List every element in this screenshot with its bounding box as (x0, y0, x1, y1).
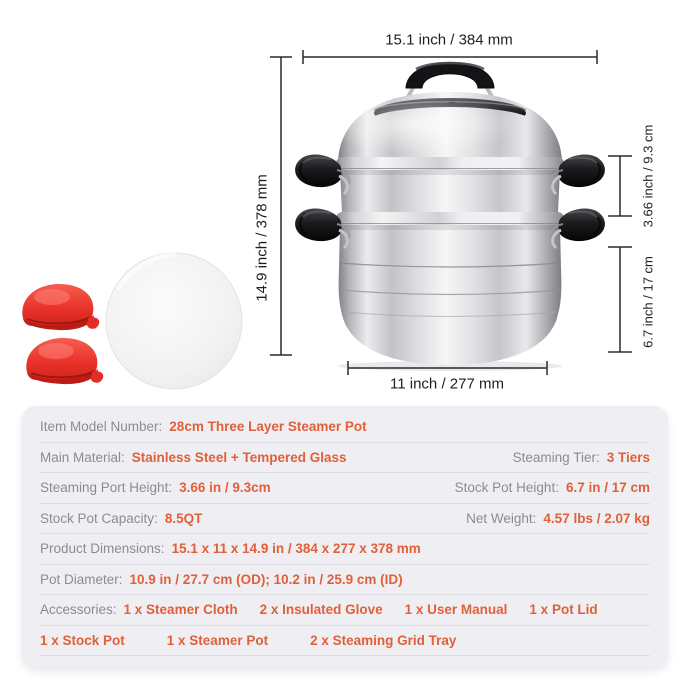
accessory-list (124, 602, 598, 617)
spec-cell (40, 511, 202, 526)
spec-row-capacity-weight (40, 504, 650, 535)
accessory-item: 1 x Steamer Cloth (123, 602, 238, 618)
steamer-pot (295, 63, 605, 372)
spec-label: Product Dimensions: (40, 541, 165, 557)
spec-row-diameter (40, 565, 650, 596)
spec-row-material-tier (40, 443, 650, 474)
spec-label: Stock Pot Capacity: (40, 510, 158, 526)
spec-cell (40, 450, 347, 465)
spec-label: Item Model Number: (40, 419, 163, 435)
dim-overall-height-line (270, 57, 292, 355)
spec-row-dimensions (40, 534, 650, 565)
accessory-item: 1 x Steamer Pot (166, 632, 269, 648)
dim-steaming-tier-line (608, 156, 632, 216)
spec-value: 15.1 x 11 x 14.9 in / 384 x 277 x 378 mm (171, 541, 421, 557)
accessory-item: 2 x Insulated Glove (259, 602, 383, 618)
dim-steaming-tier-label: 3.66 inch / 9.3 cm (640, 124, 656, 228)
accessory-item: 1 x Stock Pot (40, 632, 125, 648)
spec-label: Stock Pot Height: (454, 480, 559, 496)
tier1-body (340, 170, 560, 213)
spec-value: 28cm Three Layer Steamer Pot (169, 419, 367, 435)
spec-value: 3 Tiers (606, 449, 650, 465)
dim-overall-height-label: 14.9 inch / 378 mm (253, 174, 271, 302)
glass-lid (320, 92, 562, 164)
spec-cell (40, 602, 598, 617)
steamer-cloth (106, 253, 242, 389)
spec-label: Steaming Tier: (512, 449, 600, 465)
spec-row-model-number (40, 412, 650, 443)
dim-base-diameter-label: 11 inch / 277 mm (390, 375, 504, 393)
spec-cell (40, 419, 367, 434)
spec-cell (40, 541, 421, 556)
spec-value: 4.57 lbs / 2.07 kg (543, 510, 650, 526)
spec-row-accessories-continued (40, 626, 650, 657)
spec-value: 6.7 in / 17 cm (565, 480, 650, 496)
spec-cell (40, 572, 403, 587)
spec-label: Accessories: (40, 602, 117, 618)
spec-cell (513, 450, 650, 465)
spec-cell (40, 480, 271, 495)
spec-label: Net Weight: (466, 510, 537, 526)
spec-cell (40, 633, 456, 648)
accessory-item: 1 x Pot Lid (529, 602, 598, 618)
spec-cell (455, 480, 650, 495)
dim-stock-pot-label: 6.7 inch / 17 cm (640, 256, 656, 348)
accessory-list (40, 633, 456, 648)
insulated-glove-icon (22, 284, 99, 330)
accessory-item: 1 x User Manual (404, 602, 508, 618)
spec-value: Stainless Steel + Tempered Glass (131, 449, 347, 465)
spec-row-heights (40, 473, 650, 504)
spec-cell (466, 511, 650, 526)
spec-value: 8.5QT (164, 510, 203, 526)
dim-overall-width-label: 15.1 inch / 384 mm (385, 31, 513, 49)
spec-label: Steaming Port Height: (40, 480, 173, 496)
spec-label: Main Material: (40, 449, 125, 465)
dim-stock-pot-line (608, 247, 632, 352)
insulated-glove-icon (26, 338, 103, 384)
spec-label: Pot Diameter: (40, 571, 123, 587)
spec-row-accessories (40, 595, 650, 626)
accessory-item: 2 x Steaming Grid Tray (310, 632, 457, 648)
spec-value: 3.66 in / 9.3cm (179, 480, 271, 496)
spec-value: 10.9 in / 27.7 cm (OD); 10.2 in / 25.9 cm (ID) (129, 571, 403, 587)
spec-table (22, 406, 668, 668)
